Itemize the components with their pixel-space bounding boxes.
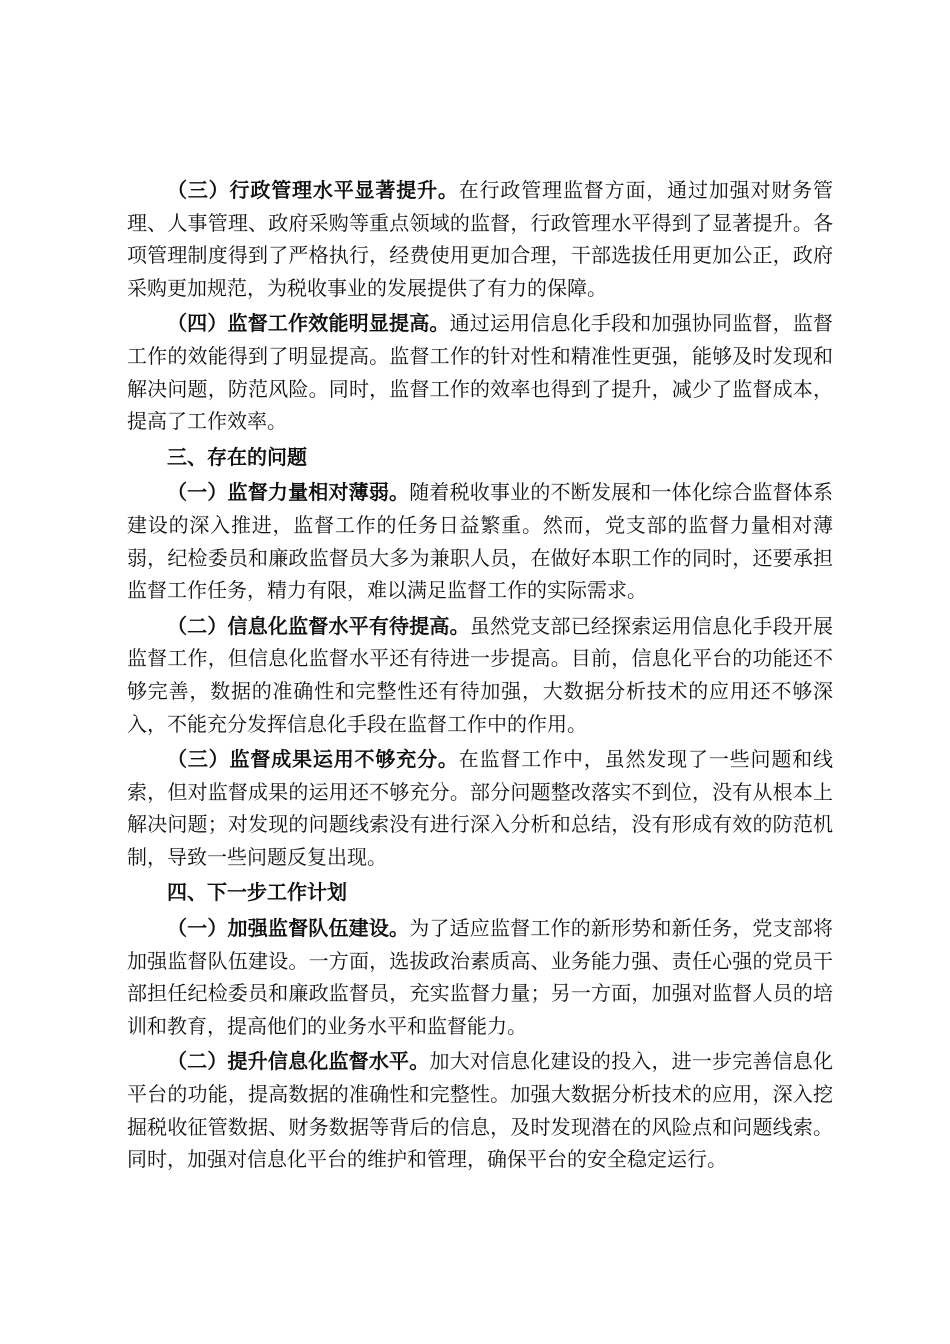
section-heading-next-steps: 四、下一步工作计划 [167, 880, 347, 905]
paragraph-lead: （一）监督力量相对薄弱。 [167, 480, 410, 505]
paragraph-lead: （三）监督成果运用不够充分。 [167, 747, 459, 772]
paragraph-team-building [127, 912, 833, 1042]
paragraph-lead: （二）提升信息化监督水平。 [167, 1049, 430, 1074]
section-heading-existing-problems: 三、存在的问题 [167, 444, 307, 469]
paragraph-lead: （一）加强监督队伍建设。 [167, 916, 410, 941]
paragraph-lead: （三）行政管理水平显著提升。 [167, 178, 459, 202]
paragraph-results-utilization [127, 743, 833, 873]
paragraph-body: 在监督工作中，虽然发现了一些问题和线索，但对监督成果的运用还不够充分。部分问题整改落实不到位，没有从根本上解决问题；对发现的问题线索没有进行深入分析和总结，没有形成有效的防范机制，导致一些问题反复出现。 [127, 747, 834, 869]
paragraph-body: 加大对信息化建设的投入，进一步完善信息化平台的功能，提高数据的准确性和完整性。加强大数据分析技术的应用，深入挖掘税收征管数据、财务数据等背后的信息，及时发现潜在的风险点和问题线索。同时，加强对信息化平台的维护和管理，确保平台的安全稳定运行。 [127, 1049, 833, 1172]
paragraph-body: 随着税收事业的不断发展和一体化综合监督体系建设的深入推进，监督工作的任务日益繁重。然而，党支部的监督力量相对薄弱，纪检委员和廉政监督员大多为兼职人员，在做好本职工作的同时，还要承担监督工作任务，精力有限，难以满足监督工作的实际需求。 [127, 480, 833, 603]
paragraph-supervision-efficiency [127, 307, 833, 437]
document-page [127, 174, 833, 1179]
paragraph-lead: （二）信息化监督水平有待提高。 [167, 613, 470, 638]
paragraph-body: 虽然党支部已经探索运用信息化手段开展监督工作，但信息化监督水平还有待进一步提高。目前，信息化平台的功能还不够完善，数据的准确性和完整性还有待加强，大数据分析技术的应用还不够深入，不能充分发挥信息化手段在监督工作中的作用。 [127, 613, 833, 736]
paragraph-it-supervision-level [127, 610, 833, 740]
paragraph-weak-supervision-force [127, 476, 833, 606]
paragraph-body: 通过运用信息化手段和加强协同监督，监督工作的效能得到了明显提高。监督工作的针对性和精准性更强，能够及时发现和解决问题，防范风险。同时，监督工作的效率也得到了提升，减少了监督成本，提高了工作效率。 [127, 311, 833, 434]
paragraph-lead: （四）监督工作效能明显提高。 [167, 311, 450, 336]
paragraph-improve-it-supervision [127, 1045, 833, 1175]
paragraph-admin-management [127, 174, 833, 304]
paragraph-body: 在行政管理监督方面，通过加强对财务管理、人事管理、政府采购等重点领域的监督，行政管理水平得到了显著提升。各项管理制度得到了严格执行，经费使用更加合理，干部选拔任用更加公正，政府采购更加规范，为税收事业的发展提供了有力的保障。 [127, 178, 834, 300]
paragraph-body: 为了适应监督工作的新形势和新任务，党支部将加强监督队伍建设。一方面，选拔政治素质高、业务能力强、责任心强的党员干部担任纪检委员和廉政监督员，充实监督力量；另一方面，加强对监督人员的培训和教育，提高他们的业务水平和监督能力。 [127, 916, 833, 1038]
